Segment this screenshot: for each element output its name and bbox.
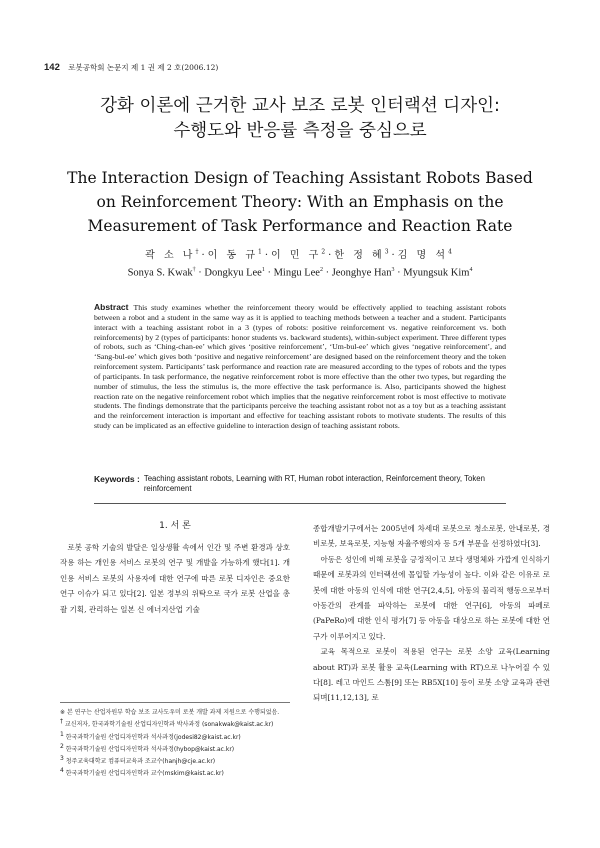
keywords-label: Keywords : [94, 474, 140, 484]
korean-title [0, 94, 600, 144]
author-name: Myungsuk Kim [403, 267, 470, 279]
footnotes [60, 708, 290, 779]
right-column [313, 521, 550, 706]
abstract-label: Abstract [94, 302, 129, 312]
footnote-text: 한국과학기술원 산업디자인학과 석사과정(hybop@kaist.ac.kr) [65, 745, 235, 753]
footnote-divider [60, 702, 290, 703]
english-authors: Sonya S. Kwak† · Dongkyu Lee$^1$ · Mingu Lee$^2$ · Jeonghye Han$^3$ · Myungsuk Kim$^4$ [127, 267, 473, 279]
footnote [60, 717, 290, 729]
footnote-text: 본 연구는 산업자원부 학습 보조 교사도우미 로봇 개발 과제 지원으로 수행되었음. [66, 709, 280, 716]
abstract [94, 303, 506, 431]
footnote-mark: 2 [60, 742, 64, 750]
author-mark: 3 [384, 248, 392, 256]
korean-authors: 곽 소 나†·이 동 규$^1$·이 민 구$^2$·한 정 혜$^3$·김 명 석$^4$ [145, 248, 455, 261]
paragraph: 아동은 성인에 비해 로봇을 긍정적이고 보다 생명체와 가깝게 인식하기 때문에 로봇과의 인터랙션에 몰입할 가능성이 높다. 이와 같은 이유로 로봇에 대한 아동의 인식에 대한 연구[2,4,5], 아동의 물리적 행동으로부터 아동간의 관계를 파악하는 로봇에 대한 연구[6], 아동의 파페로(PaPeRo)에 대한 인식 평가[7] 등 아동을 대상으로 하는 로봇에 대한 연구가 이루어지고 있다. [313, 554, 550, 641]
english-title-line: Measurement of Task Performance and Reaction Rate [87, 217, 513, 235]
author-mark: † [195, 248, 202, 256]
footnote [60, 730, 290, 742]
korean-title-line: 강화 이론에 근거한 교사 보조 로봇 인터랙션 디자인: [100, 96, 500, 116]
author-name: Sonya S. Kwak [127, 267, 193, 279]
footnote [60, 742, 290, 754]
footnote-text: 한국과학기술원 산업디자인학과 석사과정(jodesi82@kaist.ac.kr) [65, 733, 241, 741]
footnote [60, 766, 290, 778]
author-mark: 1 [257, 248, 265, 256]
divider [94, 503, 506, 504]
author-name: Mingu Lee [273, 267, 320, 279]
footnote-text: 한국과학기술원 산업디자인학과 교수(mskim@kaist.ac.kr) [65, 770, 224, 778]
korean-title-line: 수행도와 반응률 측정을 중심으로 [173, 121, 427, 141]
left-column [60, 540, 290, 617]
author-name: 김 명 석 [397, 250, 449, 261]
footnote [60, 754, 290, 766]
author-name: 이 동 규 [207, 250, 258, 261]
keywords [94, 474, 506, 494]
author-mark: † [192, 267, 196, 273]
footnote-mark: † [60, 718, 63, 726]
footnote [60, 708, 290, 717]
author-name: Dongkyu Lee [204, 267, 262, 279]
footnote-mark: 1 [60, 730, 64, 738]
journal-name: 로봇공학회 논문지 제 1 권 제 2 호(2006.12) [68, 63, 219, 72]
abstract-text: This study examines whether the reinforcement theory would be effectively applied to teaching assistant robots between a robot and a student in the same way as it is applied to teaching methods between a teacher and a student. Participants interact with a teaching assistant robot in a 3 (types of robots: positive reinforcement vs. negative reinforcement vs. both reinforcements) by 2 (types of participants: honor students vs. backward students), within-subject experiment. Three different types of robots, such as ‘Ching-chan-ee’ which gives ‘positive reinforcement’, ‘Um-bul-ee’ which gives ‘negative reinforcement’, and ‘Sang-bul-ee’ which gives both ‘positive and negative reinforcement’ are designed based on the reinforcement theory and the token reinforcement system. Participants’ task performance and reaction rate are measured according to the types of robots and the types of participants. In task performance, the negative reinforcement robot is more effective than the other two types, but regarding the number of stimulus, the less the stimulus is, the more effective the task performance is. Also, participants showed the highest reaction rate on the negative reinforcement robot which implies that the negative reinforcement robot is most effective to motivate students. The findings demonstrate that the participants perceive the teaching assistant robot not as a toy but as a teaching assistant and the reinforcement interaction is important and effective for teaching assistant robots to motivate students. The results of this study can be implicated as an effective guideline to interaction design of teaching assistant robots. [94, 303, 506, 431]
english-title-line: The Interaction Design of Teaching Assistant Robots Based [67, 169, 533, 187]
footnote-text: 교신저자, 한국과학기술원 산업디자인학과 박사과정 (sonakwak@kaist.ac.kr) [64, 721, 274, 729]
author-mark: 2 [321, 248, 329, 256]
footnote-mark: ※ [60, 709, 66, 716]
author-name: 한 정 혜 [334, 250, 385, 261]
footnote-text: 청주교육대학교 컴퓨터교육과 조교수(hanjh@cje.ac.kr) [65, 758, 216, 766]
english-title-line: on Reinforcement Theory: With an Emphasis on the [96, 193, 504, 211]
author-mark: 1 [261, 267, 265, 273]
keywords-text: Teaching assistant robots, Learning with RT, Human robot interaction, Reinforcement theory, Token reinforcement [143, 474, 485, 493]
section-heading: 1. 서 론 [159, 521, 191, 531]
paragraph: 교육 목적으로 로봇이 적용된 연구는 로봇 소양 교육(Learning about RT)과 로봇 활용 교육(Learning with RT)으로 나누어질 수 있다[8]. 레고 마인드 스톰[9] 또는 RB5X[10] 등이 로봇 소양 교육과 관련되며[11,12,13], 로 [313, 647, 550, 703]
author-name: 이 민 구 [271, 250, 322, 261]
author-mark: 3 [391, 267, 395, 273]
paragraph: 로봇 공학 기술의 발달은 일상생활 속에서 인간 및 주변 환경과 상호작용 하는 개인용 서비스 로봇의 연구 및 개발을 가능하게 했다[1]. 개인용 서비스 로봇의 사용자에 대한 연구에 따른 로봇 디자인은 중요한 연구 이슈가 되고 있다[2]. 일본 정부의 위탁으로 국가 로봇 산업을 총괄 기획, 관리하는 일본 신 에너지산업 기술 [60, 543, 290, 614]
author-mark: 2 [319, 267, 323, 273]
english-title [30, 166, 570, 238]
footnote-mark: 3 [60, 755, 64, 763]
footnote-mark: 4 [60, 767, 64, 775]
paragraph: 종합개발기구에서는 2005년에 차세대 로봇으로 청소로봇, 안내로봇, 경비로봇, 보육로봇, 지능형 자율주행의자 등 5개 부문을 선정하였다[3]. [313, 524, 550, 549]
page-number: 142 [44, 62, 60, 73]
author-mark: 4 [469, 267, 473, 273]
running-header [44, 62, 218, 73]
author-name: 곽 소 나 [145, 250, 196, 261]
author-name: Jeonghye Han [331, 267, 392, 279]
author-mark: 4 [448, 248, 455, 256]
